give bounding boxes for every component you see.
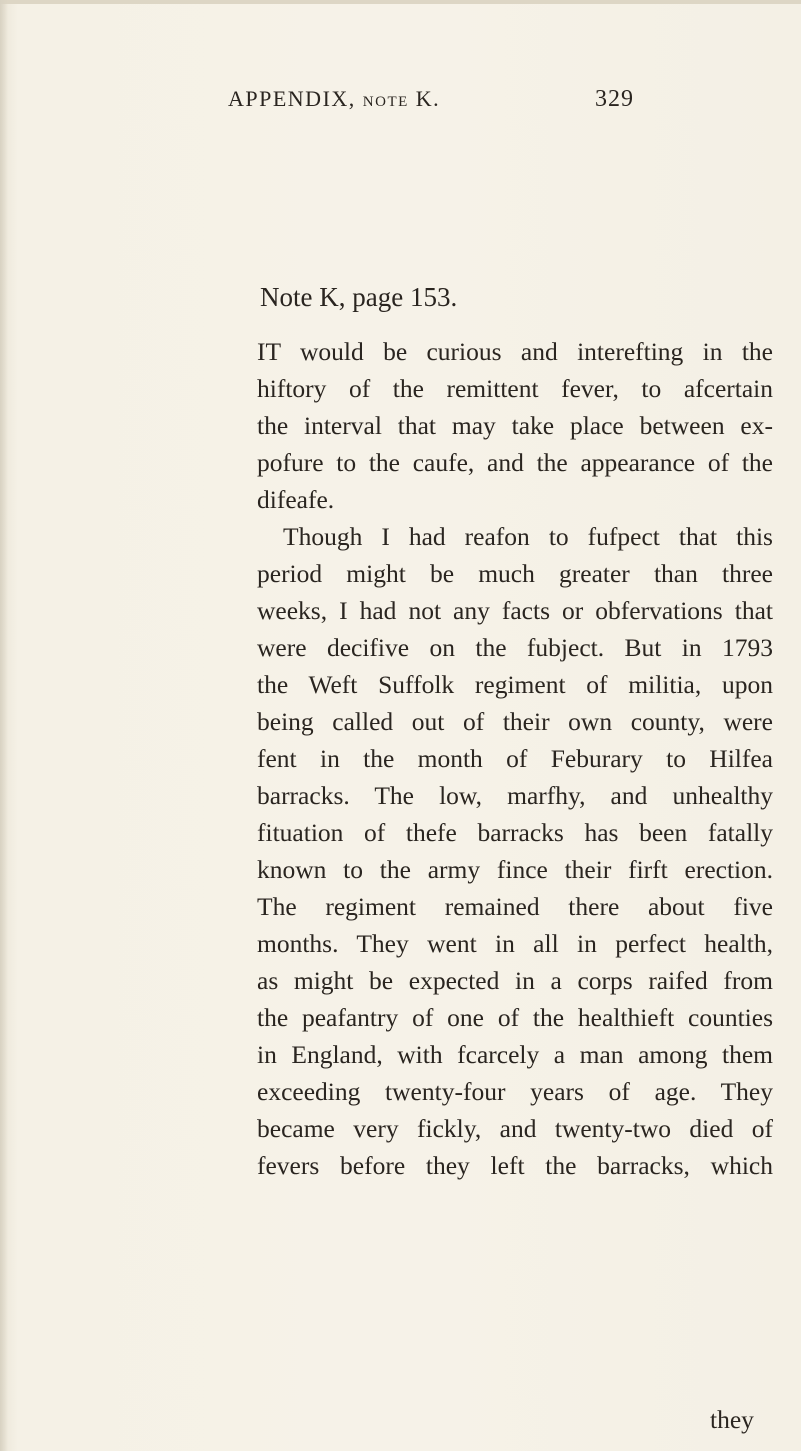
text-line: hiftory of the remittent fever, to afcertain: [257, 374, 773, 403]
text-line: IT would be curious and interefting in the: [257, 337, 773, 366]
page-left-edge: [0, 0, 8, 1451]
text-line: the interval that may take place between ex-: [257, 411, 773, 440]
text-line: became very fickly, and twenty-two died of: [257, 1114, 773, 1143]
text-line: weeks, I had not any facts or obfervations that: [257, 596, 773, 625]
text-line: fituation of thefe barracks has been fatally: [257, 818, 773, 847]
text-line: in England, with fcarcely a man among them: [257, 1040, 773, 1069]
text-line: months. They went in all in perfect health,: [257, 929, 773, 958]
text-line: The regiment remained there about five: [257, 892, 773, 921]
catchword: they: [710, 1405, 754, 1434]
note-title: Note K, page 153.: [260, 282, 458, 312]
page-number: 329: [595, 86, 634, 112]
text-line: were decifive on the fubject. But in 1793: [257, 633, 773, 662]
text-line: fevers before they left the barracks, which: [257, 1151, 773, 1180]
text-line: difeafe.: [257, 485, 335, 514]
text-line: period might be much greater than three: [257, 559, 773, 588]
text-line: as might be expected in a corps raifed from: [257, 966, 773, 995]
body-text: [257, 333, 773, 1184]
text-line: the peafantry of one of the healthieft counties: [257, 1003, 773, 1032]
text-line: fent in the month of Feburary to Hilfea: [257, 744, 773, 773]
text-line: Though I had reafon to fufpect that this: [283, 522, 773, 551]
text-line: the Weft Suffolk regiment of militia, upon: [257, 670, 773, 699]
text-line: being called out of their own county, were: [257, 707, 773, 736]
text-line: known to the army fince their firft erection.: [257, 855, 773, 884]
page-top-edge: [0, 0, 801, 4]
text-line: barracks. The low, marfhy, and unhealthy: [257, 781, 773, 810]
running-head: APPENDIX, note K.: [228, 86, 441, 111]
page-header: [228, 86, 648, 122]
text-line: pofure to the caufe, and the appearance of the: [257, 448, 773, 477]
text-line: exceeding twenty-four years of age. They: [257, 1077, 773, 1106]
